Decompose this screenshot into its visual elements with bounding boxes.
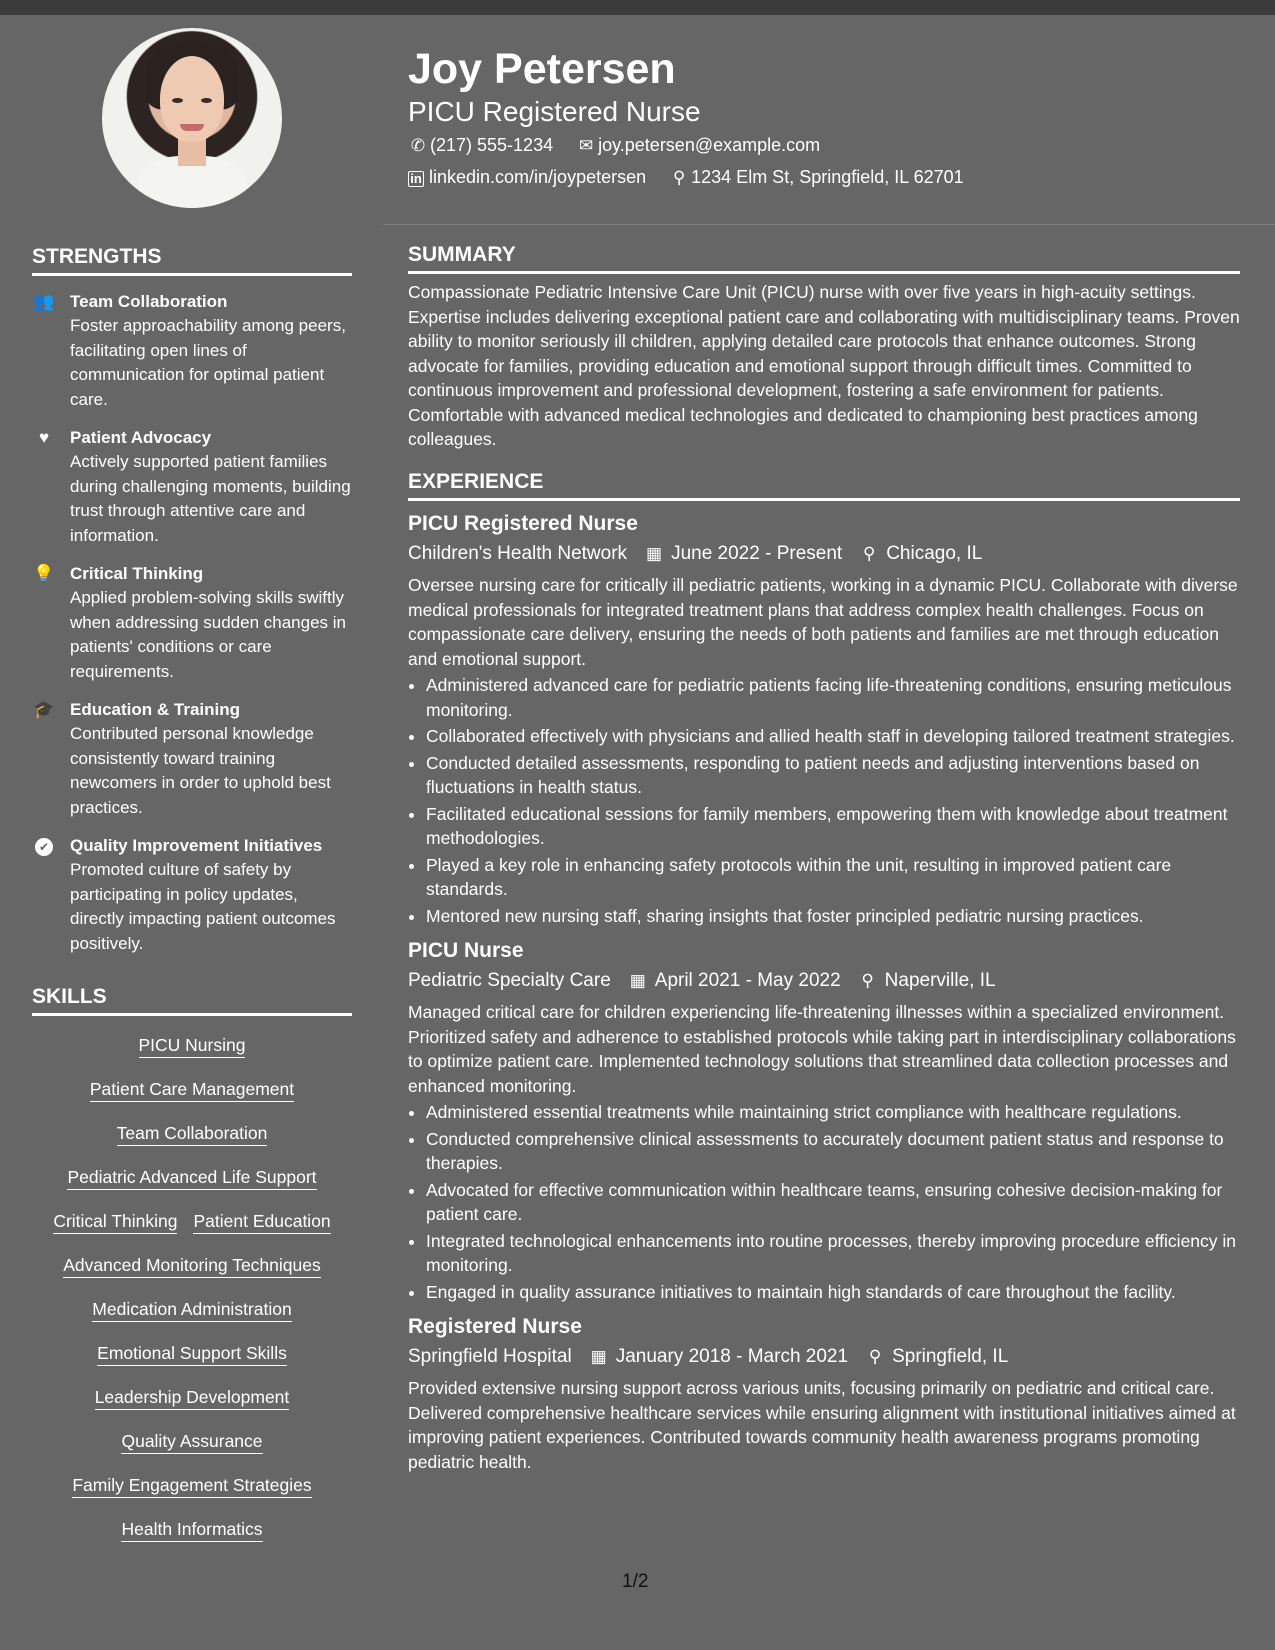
job-meta [408, 1342, 1240, 1372]
calendar-icon: ▦ [629, 971, 646, 990]
job-location: ⚲ Springfield, IL [864, 1342, 1008, 1372]
strength-item [32, 290, 352, 412]
skill-tag: Quality Assurance [121, 1430, 262, 1454]
phone-icon: ✆ [410, 136, 426, 155]
summary-text: Compassionate Pediatric Intensive Care Unit (PICU) nurse with over five years in high-acuity settings. Expertise includes delivering exceptional patient care and collaborating with multidisciplinary teams. Proven ability to monitor seriously ill children, applying detailed care protocols that enhance outcomes. Strong advocate for families, providing education and emotional support through difficult times. Committed to continuous improvement and professional development, fostering a safe environment for patients. Comfortable with advanced medical technologies and dedicated to championing best practices among colleagues. [408, 282, 1240, 449]
skill-tag: Health Informatics [121, 1518, 262, 1542]
skill-tag: Pediatric Advanced Life Support [67, 1166, 316, 1190]
calendar-icon: ▦ [646, 544, 663, 563]
check-circle-icon: ✔ [35, 838, 53, 856]
skill-tag: PICU Nursing [139, 1034, 246, 1058]
strength-description: Foster approachability among peers, facilitating open lines of communication for optimal patient care. [70, 316, 346, 409]
strength-item [32, 562, 352, 684]
users-icon: 👥 [33, 292, 55, 311]
skill-tag: Critical Thinking [53, 1210, 177, 1234]
profile-photo [102, 28, 282, 208]
skill-tag: Team Collaboration [117, 1122, 268, 1146]
header-divider [383, 224, 1275, 225]
job-title: PICU Registered Nurse [408, 512, 638, 535]
address: ⚲ 1234 Elm St, Springfield, IL 62701 [669, 165, 964, 190]
phone: ✆ (217) 555-1234 [408, 133, 553, 158]
strengths-section [32, 245, 352, 956]
strengths-heading: STRENGTHS [32, 245, 352, 276]
graduation-cap-icon: 🎓 [33, 700, 55, 719]
strength-item [32, 426, 352, 548]
map-pin-icon: ⚲ [868, 1347, 882, 1366]
contact-row-1 [408, 133, 838, 158]
job-meta [408, 539, 1240, 569]
bullet-item: • Facilitated educational sessions for family members, empowering them with knowledge about treatment methodologies. [426, 802, 1240, 851]
contact-row-2 [408, 165, 982, 190]
strength-description: Applied problem-solving skills swiftly when addressing sudden changes in patients' conditions or care requirements. [70, 588, 346, 681]
job-entry [408, 936, 1240, 1304]
skills-section [32, 985, 352, 1550]
skill-tag: Patient Care Management [90, 1078, 294, 1102]
bullet-item: • Administered advanced care for pediatric patients facing life-threatening conditions, ensuring meticulous monitoring. [426, 673, 1240, 722]
job-bullets [408, 673, 1240, 928]
skill-tag: Advanced Monitoring Techniques [63, 1254, 320, 1278]
job-dates: ▦ April 2021 - May 2022 [627, 966, 841, 996]
strength-title: Quality Improvement Initiatives [70, 836, 323, 855]
job-bullets [408, 1100, 1240, 1304]
skills-heading: SKILLS [32, 985, 352, 1016]
job-entry [408, 509, 1240, 928]
experience-heading: EXPERIENCE [408, 470, 1240, 501]
bullet-item: • Collaborated effectively with physicians and allied health staff in developing tailored treatment strategies. [426, 724, 1240, 749]
job-title: Registered Nurse [408, 1315, 582, 1338]
job-dates: ▦ January 2018 - March 2021 [588, 1342, 848, 1372]
bullet-item: • Conducted detailed assessments, responding to patient needs and adjusting interventions based on fluctuations in health status. [426, 751, 1240, 800]
summary-heading: SUMMARY [408, 243, 1240, 274]
company: Pediatric Specialty Care [408, 970, 611, 991]
strength-title: Education & Training [70, 700, 241, 719]
skill-tag: Medication Administration [92, 1298, 291, 1322]
bullet-item: • Administered essential treatments while maintaining strict compliance with healthcare regulations. [426, 1100, 1240, 1125]
map-pin-icon: ⚲ [672, 168, 686, 187]
page-number: 1/2 [622, 1571, 649, 1592]
bullet-item: • Conducted comprehensive clinical assessments to accurately document patient status and response to therapies. [426, 1127, 1240, 1176]
top-bar [0, 0, 1275, 15]
linkedin-icon: in [408, 171, 424, 187]
candidate-title: PICU Registered Nurse [408, 96, 701, 127]
bullet-item: • Advocated for effective communication within healthcare teams, ensuring cohesive decision-making for patient care. [426, 1178, 1240, 1227]
skills-list [32, 1022, 352, 1550]
map-pin-icon: ⚲ [861, 971, 874, 990]
job-title: PICU Nurse [408, 939, 524, 962]
summary-section [408, 243, 1240, 452]
company: Springfield Hospital [408, 1346, 572, 1367]
bullet-item: • Integrated technological enhancements into routine processes, thereby improving procedure efficiency in monitoring. [426, 1229, 1240, 1278]
job-meta [408, 966, 1240, 996]
job-list [408, 509, 1240, 1474]
strength-description: Promoted culture of safety by participating in policy updates, directly impacting patient outcomes positively. [70, 860, 336, 953]
skill-tag: Emotional Support Skills [97, 1342, 287, 1366]
skill-tag: Patient Education [193, 1210, 330, 1234]
candidate-name: Joy Petersen [408, 45, 676, 93]
email[interactable]: ✉ joy.petersen@example.com [576, 133, 820, 158]
skill-tag: Leadership Development [95, 1386, 290, 1410]
company: Children's Health Network [408, 543, 628, 564]
linkedin[interactable]: in linkedin.com/in/joypetersen [408, 165, 646, 189]
bullet-item: • Engaged in quality assurance initiatives to maintain high standards of care throughout the facility. [426, 1280, 1240, 1305]
strength-title: Critical Thinking [70, 564, 204, 583]
job-location: ⚲ Chicago, IL [858, 539, 982, 569]
calendar-icon: ▦ [590, 1347, 607, 1366]
strength-description: Actively supported patient families during challenging moments, building trust through attentive care and information. [70, 452, 351, 545]
heart-icon: ♥ [38, 428, 50, 447]
strength-description: Contributed personal knowledge consistently toward training newcomers in order to uphold best practices. [70, 724, 331, 817]
job-description: Managed critical care for children experiencing life-threatening illnesses within a specialized environment. Prioritized safety and adherence to established protocols while taking part in interdisciplinary collaborations to optimize patient care. Implemented technology solutions that streamlined data collection processes and enhanced monitoring. [408, 1002, 1236, 1096]
strength-item [32, 698, 352, 820]
job-description: Oversee nursing care for critically ill pediatric patients, working in a dynamic PICU. Collaborate with diverse medical professionals for integrated treatment plans that address complex health challenges. Focus on compassionate care delivery, ensuring the needs of both patients and families are met through education and emotional support. [408, 575, 1238, 669]
job-entry [408, 1312, 1240, 1474]
bullet-item: • Played a key role in enhancing safety protocols within the unit, resulting in improved patient care standards. [426, 853, 1240, 902]
strength-title: Team Collaboration [70, 292, 228, 311]
envelope-icon: ✉ [578, 136, 594, 155]
map-pin-icon: ⚲ [862, 544, 876, 563]
bullet-item: • Mentored new nursing staff, sharing insights that foster principled pediatric nursing practices. [426, 904, 1240, 929]
lightbulb-icon: 💡 [33, 564, 55, 583]
job-description: Provided extensive nursing support across various units, focusing primarily on pediatric and critical care. Delivered comprehensive healthcare services while ensuring alignment with institutional initiatives aimed at improving patient experiences. Contributed towards community health awareness programs promoting pediatric health. [408, 1378, 1236, 1472]
job-dates: ▦ June 2022 - Present [643, 539, 842, 569]
job-location: ⚲ Naperville, IL [857, 966, 996, 996]
strength-title: Patient Advocacy [70, 428, 212, 447]
strengths-list [32, 290, 352, 956]
experience-section [408, 470, 1240, 1474]
strength-item [32, 834, 352, 956]
skill-tag: Family Engagement Strategies [72, 1474, 311, 1498]
